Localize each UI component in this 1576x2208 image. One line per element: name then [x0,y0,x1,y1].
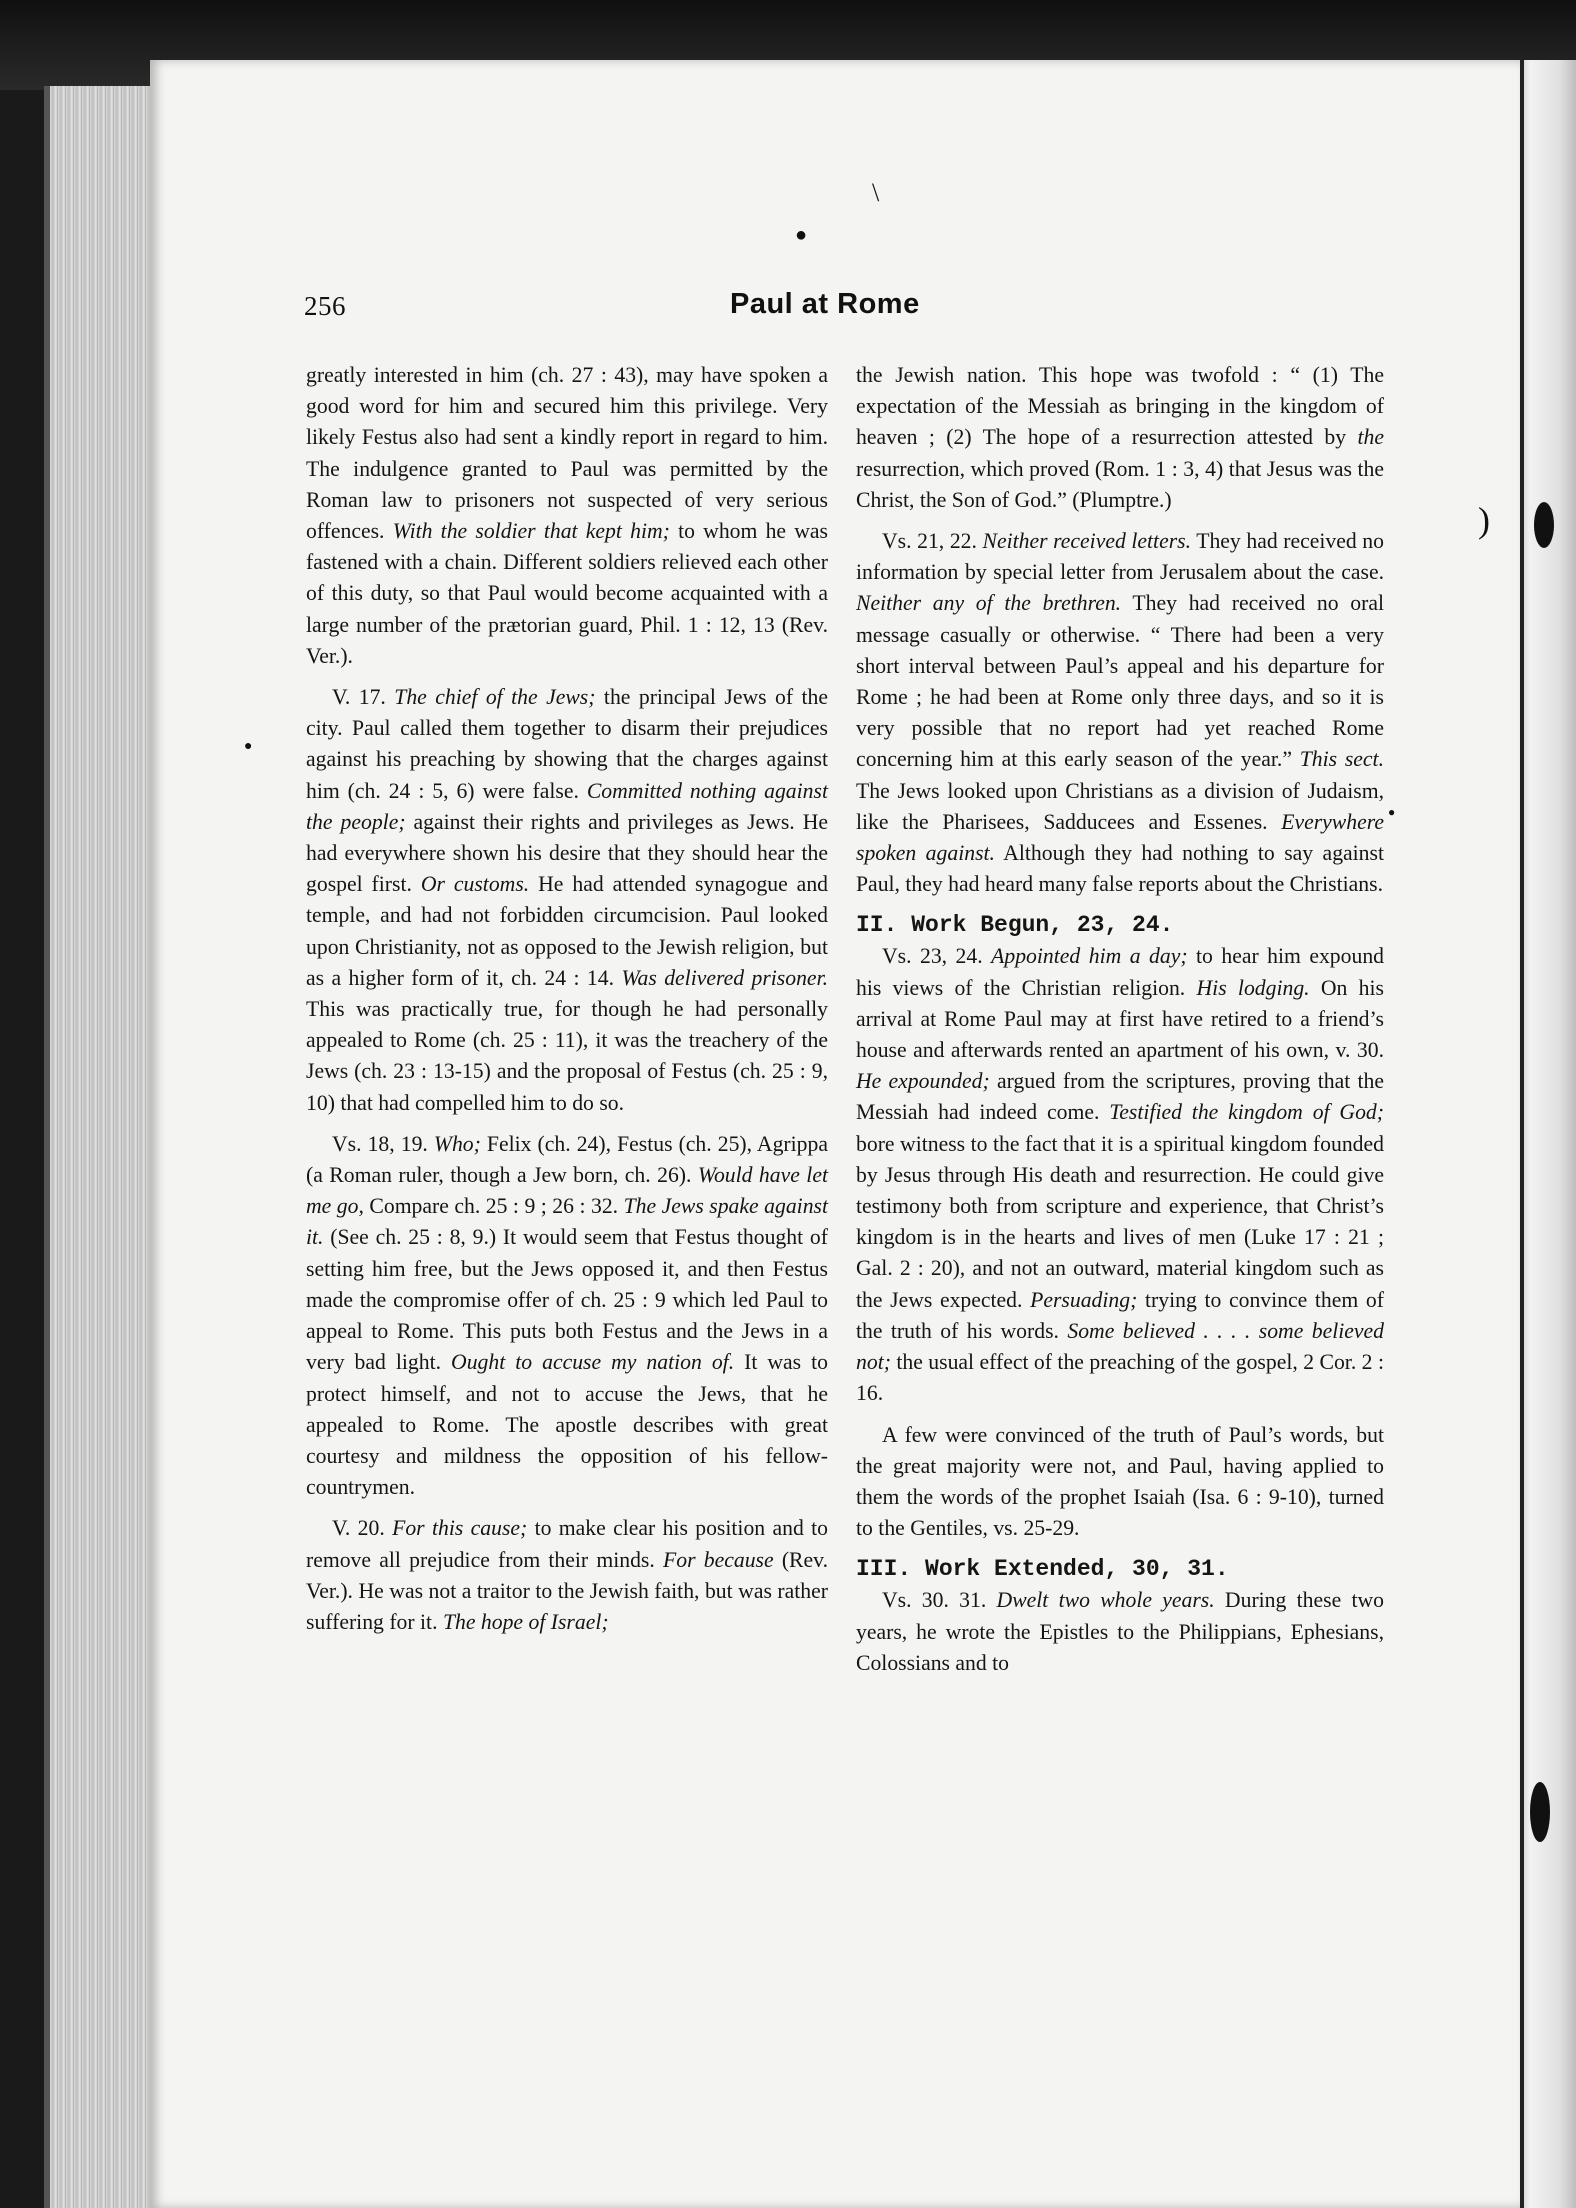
page-title: Paul at Rome [730,288,920,320]
text-run: bore witness to the fact that it is a spiritual kingdom founded by Jesus through His death and resurrection. He could give testimony both from scripture and experience, that Christ’s kingdom is in the hearts and lives of men (Luke 17 : 21 ; Gal. 2 : 20), and not an outward, material kingdom such as the Jews expected. [856,1131,1384,1312]
binding-hole [1530,1782,1550,1842]
text-run: It was to protect himself, and not to accuse the Jews, that he appealed to Rome. The apostle describes with great courtesy and mildness the opposition of his fellow-countrymen. [306,1350,828,1500]
text-run: trying to convince them of the truth of his words. [856,1287,1384,1343]
italic-phrase: Who; [433,1131,481,1156]
scan-bracket: ) [1478,500,1490,540]
text-run: (Rev. Ver.). He was not a traitor to the Jewish faith, but was rather suffering for it. [306,1547,828,1634]
paragraph [856,360,1384,516]
italic-phrase: Everywhere spoken against. [856,809,1384,866]
italic-phrase: Persuading; [1030,1287,1138,1312]
italic-phrase: Ought to accuse my nation of. [451,1350,735,1375]
paragraph [856,1420,1384,1545]
italic-phrase: the [1357,425,1384,450]
text-run: the usual effect of the preaching of the gospel, 2 Cor. 2 : 16. [856,1350,1384,1406]
text-run: This was practically true, for though he had personally appealed to Rome (ch. 25 : 11), it was the treachery of the Jews (ch. 23 : 13-15) and the proposal of Festus (ch. 25 : 9, 10) that had compelled him to do so. [306,997,828,1115]
section-heading: III. Work Extended, 30, 31. [856,1556,1229,1583]
paragraph [856,526,1384,900]
italic-phrase: His lodging. [1196,975,1310,1000]
text-run: The Jews looked upon Christians as a division of Judaism, like the Pharisees, Sadducees and Essenes. [856,778,1384,834]
left-text-column [306,360,828,1638]
italic-phrase: Neither any of the brethren. [856,591,1122,616]
scan-dot: ● [795,224,808,246]
text-run: A few were convinced of the truth of Paul’s words, but the great majority were not, and Paul, having applied to them the words of the prophet Isaiah (Isa. 6 : 9-10), turned to the Gentiles, vs. 25-29. [856,1422,1384,1541]
scan-dot: ● [244,739,253,754]
paragraph [306,360,828,672]
scan-dot: ● [1388,805,1396,819]
italic-phrase: The Jews spake against it. [306,1194,828,1250]
italic-phrase: For this cause; [392,1516,528,1541]
scan-speck: \ [872,178,880,207]
text-run: Vs. 23, 24. [882,944,992,969]
right-text-column [856,360,1384,1679]
italic-phrase: The chief of the Jews; [394,685,596,710]
text-run: to make clear his position and to remove all prejudice from their minds. [306,1516,828,1572]
text-run: Vs. 30. 31. [882,1588,997,1613]
text-run: Compare ch. 25 : 9 ; 26 : 32. [363,1194,624,1219]
page-number: 256 [304,291,346,321]
italic-phrase: Would have let me go, [306,1163,828,1219]
text-run: They had received no information by special letter from Jerusalem about the case. [856,529,1384,585]
text-run: (See ch. 25 : 8, 9.) It would seem that Festus thought of setting him free, but the Jews opposed it, and then Festus made the compromise offer of ch. 25 : 9 which led Paul to appeal to Rome. This puts both Festus and the Jews in a very bad light. [306,1225,828,1375]
text-run: Felix (ch. 24), Festus (ch. 25), Agrippa (a Roman ruler, though a Jew born, ch. 26). [306,1131,828,1188]
italic-phrase: With the soldier that kept him; [392,519,670,544]
text-run: V. 20. [332,1516,393,1541]
binding-hole [1534,502,1554,548]
italic-phrase: Some believed . . . . some believed not; [856,1318,1384,1375]
text-run: V. 17. [332,685,395,710]
text-run: On his arrival at Rome Paul may at first have retired to a friend’s house and afterwards rented an apartment of his own, v. 30. [856,975,1384,1063]
italic-phrase: Or customs. [420,872,530,897]
text-run: Vs. 18, 19. [332,1131,434,1156]
text-run: to whom he was fastened with a chain. Different soldiers relieved each other of this duty, so that Paul would become acquainted with a large number of the prætorian guard, Phil. 1 : 12, 13 (Rev. Ver.). [306,519,828,668]
text-run: Vs. 21, 22. [882,529,983,554]
paragraph [306,682,828,1119]
italic-phrase: Dwelt two whole years. [996,1588,1215,1613]
italic-phrase: He expounded; [856,1069,990,1094]
italic-phrase: For because [663,1547,774,1572]
paragraph [856,941,1384,1409]
text-run: the principal Jews of the city. Paul called them together to disarm their prejudices against his preaching by showing that the charges against him (ch. 24 : 5, 6) were false. [306,685,828,803]
text-run: greatly interested in him (ch. 27 : 43), may have spoken a good word for him and secured him this privilege. Very likely Festus also had sent a kindly report in regard to him. The indulgence granted to Paul was permitted by the Roman law to prisoners not suspected of very serious offences. [306,363,828,544]
text-run: to hear him expound his views of the Christian religion. [856,944,1385,1000]
italic-phrase: Was delivered prisoner. [621,965,828,990]
paragraph [306,1513,828,1638]
italic-phrase: Committed nothing against the people; [306,778,828,834]
text-run: Although they had nothing to say against Paul, they had heard many false reports about the Christians. [856,841,1384,897]
book-right-edge [1520,60,1576,2208]
text-run: against their rights and privileges as Jews. He had everywhere shown his desire that they should hear the gospel first. [306,809,828,897]
text-run: argued from the scriptures, proving that the Messiah had indeed come. [856,1069,1385,1125]
section-heading: II. Work Begun, 23, 24. [856,912,1174,939]
italic-phrase: This sect. [1299,747,1384,772]
italic-phrase: Testified the kingdom of God; [1109,1100,1384,1125]
text-run: He had attended synagogue and temple, and had not forbidden circumcision. Paul looked upon Christianity, not as opposed to the Jewish religion, but as a higher form of it, ch. 24 : 14. [306,872,829,990]
text-run: the Jewish nation. This hope was twofold : “ (1) The expectation of the Messiah as bringing in the kingdom of heaven ; (2) The hope of a resurrection attested by [856,363,1384,450]
paragraph [306,1129,828,1503]
italic-phrase: Neither received letters. [982,529,1192,554]
italic-phrase: The hope of Israel; [442,1609,609,1634]
paragraph [856,1585,1384,1679]
text-run: They had received no oral message casually or otherwise. “ There had been a very short interval between Paul’s appeal and his departure for Rome ; he had been at Rome only three days, and so it is very possible that no report had yet reached Rome concerning him at this early season of the year.” [856,591,1384,772]
italic-phrase: Appointed him a day; [991,944,1188,969]
text-run: During these two years, he wrote the Epistles to the Philippians, Ephesians, Colossians and to [856,1588,1384,1675]
text-run: resurrection, which proved (Rom. 1 : 3, 4) that Jesus was the Christ, the Son of God.” (Plumptre.) [856,456,1384,512]
